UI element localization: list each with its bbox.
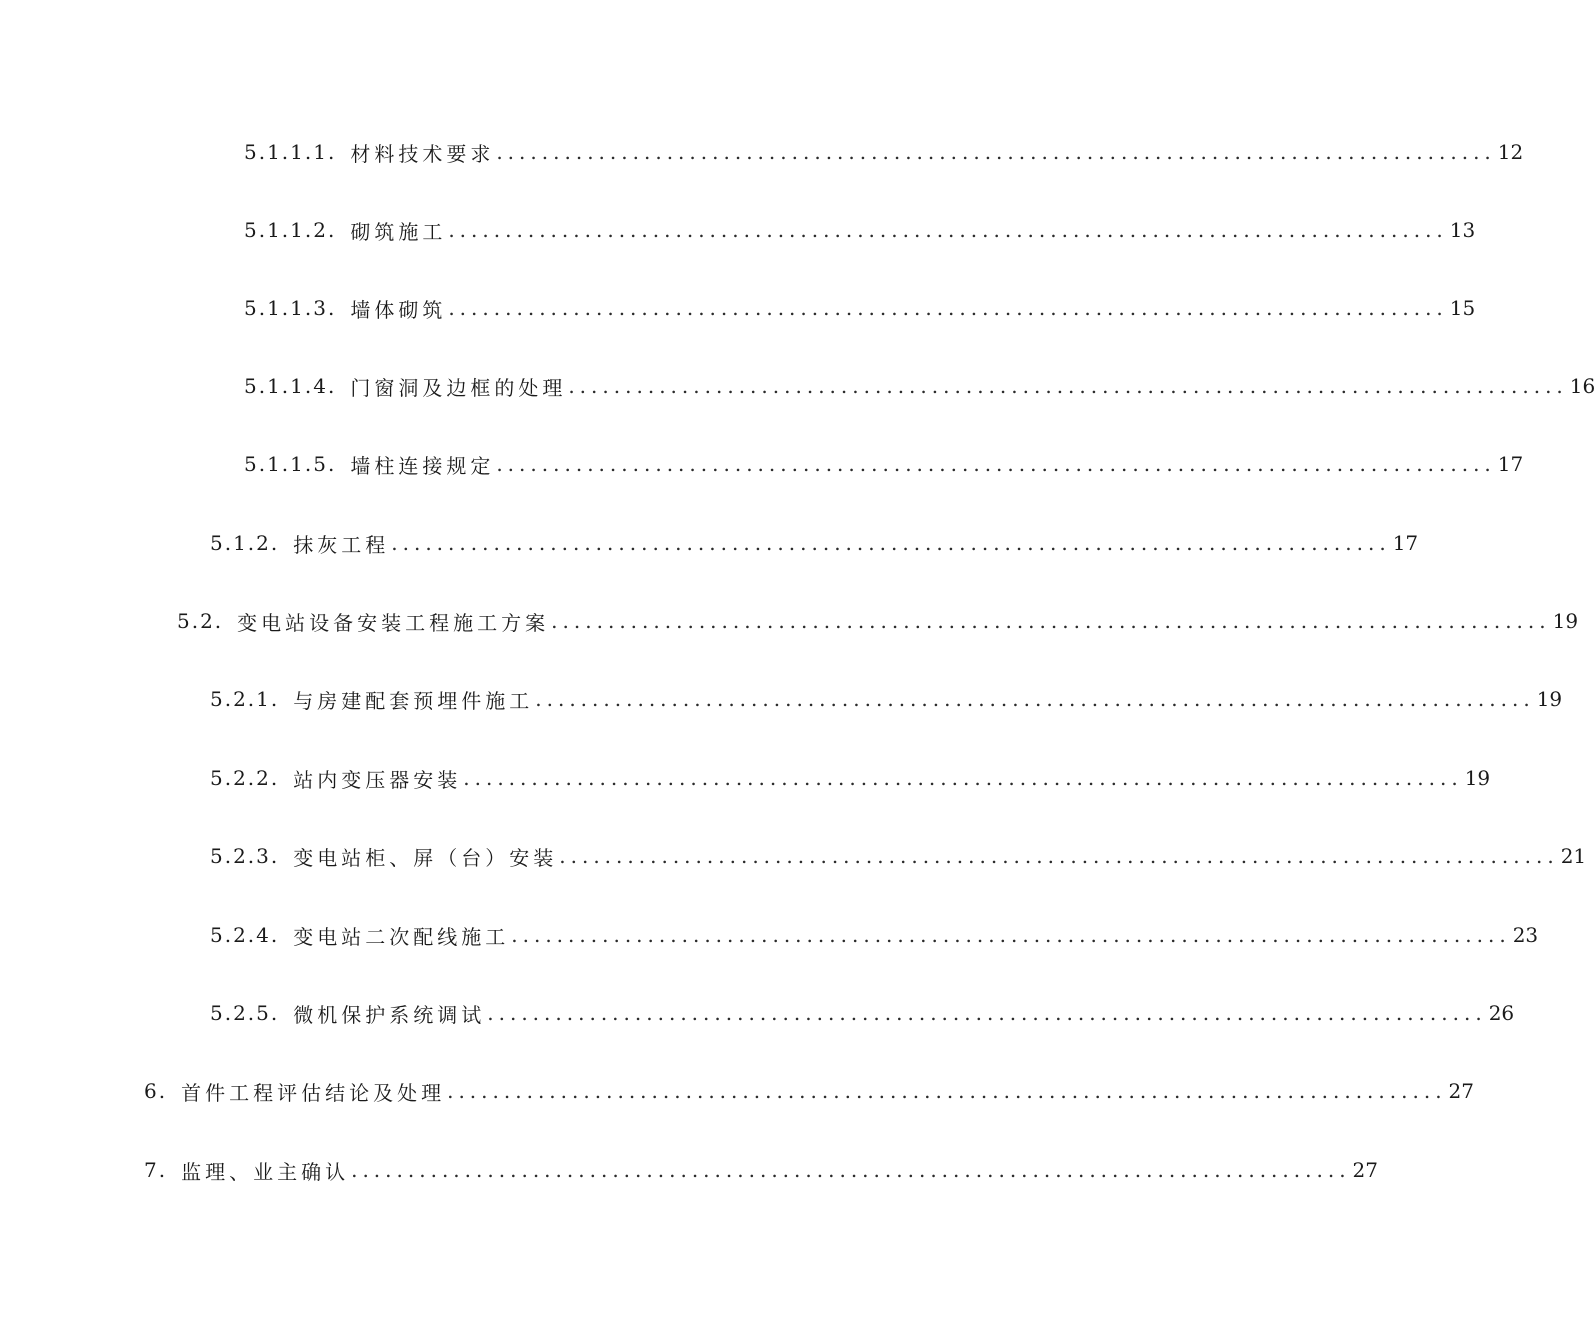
toc-entry[interactable] xyxy=(144,1076,1474,1106)
toc-entry-number: 5.1.1.4. xyxy=(244,374,337,398)
toc-entry-number: 6. xyxy=(144,1079,168,1103)
toc-entry-page: 16 xyxy=(1569,374,1595,398)
toc-dot-leader: ........................................................................................ xyxy=(391,531,1391,555)
toc-entry-number: 5.1.2. xyxy=(210,531,280,555)
toc-entry-page: 13 xyxy=(1449,218,1476,242)
toc-dot-leader: ........................................................................................ xyxy=(559,844,1559,868)
toc-entry-page: 12 xyxy=(1497,140,1524,164)
toc-entry-title: 站内变压器安装 xyxy=(293,767,462,792)
toc-entry[interactable] xyxy=(210,841,1587,871)
toc-entry-number: 5.1.1.5. xyxy=(244,452,337,476)
toc-entry-title: 抹灰工程 xyxy=(293,532,390,557)
toc-entry-number: 5.2.3. xyxy=(210,844,280,868)
toc-entry-number: 5.2.1. xyxy=(210,687,280,711)
toc-entry-title: 微机保护系统调试 xyxy=(293,1002,486,1027)
toc-dot-leader: ........................................................................................ xyxy=(551,609,1551,633)
toc-entry-number: 5.2. xyxy=(177,609,224,633)
toc-entry-title: 监理、业主确认 xyxy=(181,1159,350,1184)
toc-entry-number: 5.1.1.2. xyxy=(244,218,337,242)
toc-entry-title: 变电站柜、屏（台）安装 xyxy=(293,845,558,870)
toc-entry-number: 5.1.1.3. xyxy=(244,296,337,320)
toc-dot-leader: ........................................................................................ xyxy=(487,1001,1487,1025)
toc-entry[interactable] xyxy=(210,528,1419,558)
toc-entry-title: 墙柱连接规定 xyxy=(350,453,495,478)
toc-entry-page: 19 xyxy=(1464,766,1491,790)
toc-entry-number: 5.1.1.1. xyxy=(244,140,337,164)
toc-entry[interactable] xyxy=(244,137,1524,167)
toc-entry[interactable] xyxy=(244,293,1476,323)
toc-entry[interactable] xyxy=(244,449,1524,479)
toc-dot-leader: ........................................................................................ xyxy=(496,452,1496,476)
toc-entry-page: 19 xyxy=(1536,687,1563,711)
toc-dot-leader: ........................................................................................ xyxy=(351,1158,1351,1182)
toc-entry-page: 15 xyxy=(1449,296,1476,320)
toc-entry-page: 21 xyxy=(1560,844,1587,868)
toc-entry-page: 23 xyxy=(1512,923,1539,947)
toc-entry-title: 门窗洞及边框的处理 xyxy=(350,375,567,400)
toc-entry-page: 17 xyxy=(1497,452,1524,476)
toc-dot-leader: ........................................................................................ xyxy=(447,1079,1447,1103)
toc-entry-page: 27 xyxy=(1448,1079,1474,1103)
toc-entry-number: 5.2.2. xyxy=(210,766,280,790)
toc-entry[interactable] xyxy=(144,1155,1378,1185)
toc-dot-leader: ........................................................................................ xyxy=(448,218,1448,242)
toc-dot-leader: ........................................................................................ xyxy=(568,374,1568,398)
toc-dot-leader: ........................................................................................ xyxy=(496,140,1496,164)
toc-entry-number: 7. xyxy=(144,1158,168,1182)
toc-entry-title: 材料技术要求 xyxy=(350,141,495,166)
toc-dot-leader: ........................................................................................ xyxy=(448,296,1448,320)
toc-entry-page: 26 xyxy=(1488,1001,1515,1025)
toc-entry[interactable] xyxy=(210,998,1515,1028)
toc-entry[interactable] xyxy=(177,606,1579,636)
toc-dot-leader: ........................................................................................ xyxy=(535,687,1535,711)
toc-entry[interactable] xyxy=(210,920,1539,950)
toc-entry-title: 变电站二次配线施工 xyxy=(293,924,510,949)
toc-entry-title: 与房建配套预埋件施工 xyxy=(293,688,534,713)
toc-entry-title: 首件工程评估结论及处理 xyxy=(181,1080,446,1105)
toc-dot-leader: ........................................................................................ xyxy=(511,923,1511,947)
toc-entry-title: 墙体砌筑 xyxy=(350,297,447,322)
toc-entry-page: 17 xyxy=(1392,531,1419,555)
toc-dot-leader: ........................................................................................ xyxy=(463,766,1463,790)
toc-entry-number: 5.2.5. xyxy=(210,1001,280,1025)
toc-entry-page: 19 xyxy=(1552,609,1579,633)
toc-entry[interactable] xyxy=(210,684,1563,714)
toc-entry[interactable] xyxy=(244,215,1476,245)
toc-entry[interactable] xyxy=(210,763,1491,793)
toc-entry-number: 5.2.4. xyxy=(210,923,280,947)
toc-entry-title: 变电站设备安装工程施工方案 xyxy=(237,610,550,635)
toc-entry[interactable] xyxy=(244,371,1595,401)
toc-entry-page: 27 xyxy=(1352,1158,1378,1182)
toc-entry-title: 砌筑施工 xyxy=(350,219,447,244)
